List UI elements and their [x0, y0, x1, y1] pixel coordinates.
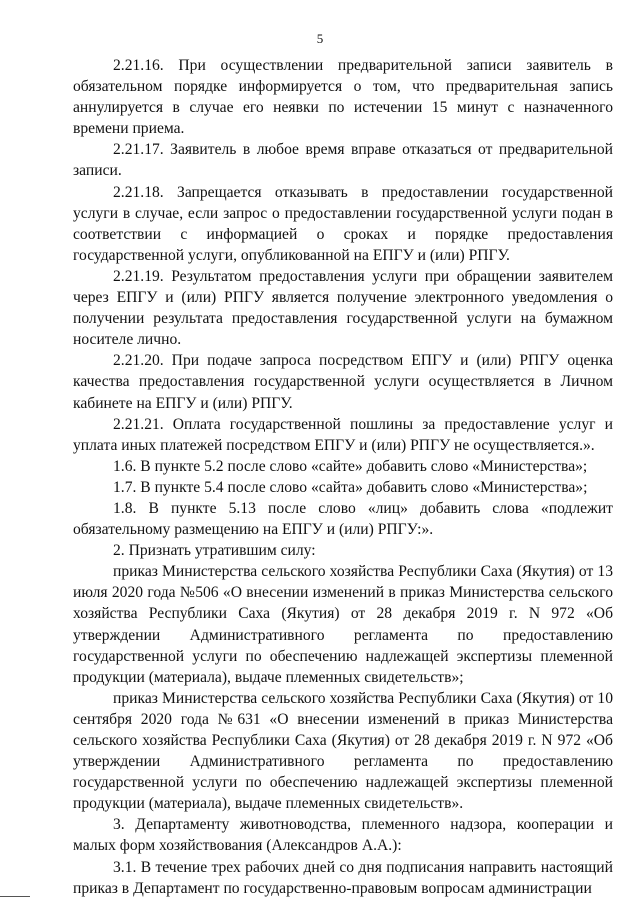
paragraph-2-21-21: 2.21.21. Оплата государственной пошлины за предоставление услуг и уплата иных платежей посредством ЕПГУ и (или) РПГУ не осуществляется.». — [73, 415, 613, 454]
paragraph-order-506: приказ Министерства сельского хозяйства Республики Саха (Якутия) от 13 июля 2020 года №506 «О внесении изменений в приказ Министерства сельского хозяйства Республики Саха (Якутия) от 28 декабря 2019 г. N 972 «Об утверждении Административного регламента по предоставлению государственной услуги по обеспечению надлежащей экспертизы племенной продукции (материала), выдаче племенных свидетельств»; — [73, 563, 613, 686]
paragraph-1-6: 1.6. В пункте 5.2 после слово «сайте» добавить слово «Министерства»; — [113, 457, 588, 475]
page-number: 5 — [316, 31, 324, 46]
paragraph-2-21-17: 2.21.17. Заявитель в любое время вправе отказаться от предварительной записи. — [73, 141, 613, 180]
paragraph-3: 3. Департаменту животноводства, племенного надзора, кооперации и малых форм хозяйствования (Александров А.А.): — [73, 816, 613, 855]
paragraph-2-21-18: 2.21.18. Запрещается отказывать в предоставлении государственной услуги в случае, если запрос о предоставлении государственной услуги подан в соответствии с информацией о сроках и порядке предоставления государственной услуги, опубликованной на ЕПГУ и (или) РПГУ. — [73, 183, 613, 264]
paragraph-2-21-20: 2.21.20. При подаче запроса посредством ЕПГУ и (или) РПГУ оценка качества предоставления государственной услуги осуществляется в Личном кабинете на ЕПГУ и (или) РПГУ. — [73, 352, 613, 412]
paragraph-1-7: 1.7. В пункте 5.4 после слово «сайта» добавить слово «Министерства»; — [113, 478, 588, 496]
scan-edge-mark — [0, 896, 30, 897]
paragraph-3-1: 3.1. В течение трех рабочих дней со дня подписания направить настоящий приказ в Департамент по государственно-правовым вопросам администрации — [73, 858, 613, 897]
paragraph-order-631: приказ Министерства сельского хозяйства Республики Саха (Якутия) от 10 сентября 2020 года №631 «О внесении изменений в приказ Министерства сельского хозяйства Республики Саха (Якутия) от 28 декабря 2019 г. N 972 «Об утверждении Административного регламента по предоставлению государственной услуги по обеспечению надлежащей экспертизы племенной продукции (материала), выдаче племенных свидетельств». — [73, 689, 613, 813]
document-body — [73, 55, 613, 899]
paragraph-2: 2. Признать утратившим силу: — [113, 542, 316, 560]
paragraph-1-8: 1.8. В пункте 5.13 после слово «лиц» добавить слова «подлежит обязательному размещению на ЕПГУ и (или) РПГУ:». — [73, 499, 613, 539]
paragraph-2-21-19: 2.21.19. Результатом предоставления услуги при обращении заявителем через ЕПГУ и (или) РПГУ является получение электронного уведомления о получении результата предоставления государственной услуги на бумажном носителе лично. — [73, 267, 613, 349]
paragraph-2-21-16: 2.21.16. При осуществлении предварительной записи заявитель в обязательном порядке информируется о том, что предварительная запись аннулируется в случае его неявки по истечении 15 минут с назначенного времени приема. — [73, 57, 613, 138]
